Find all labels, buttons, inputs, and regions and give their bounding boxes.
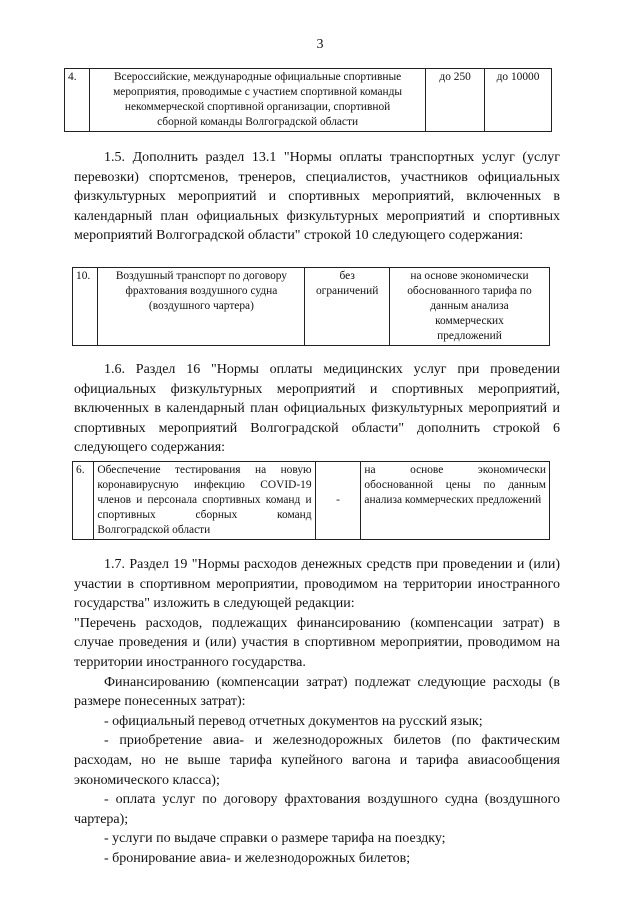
cell-line: без [339,270,355,282]
paragraph-1-6: 1.6. Раздел 16 "Нормы оплаты медицинских услуг при проведении официальных физкультурных мероприятий и спортивных мероприятий, включенных в календарный план официальных физкультурных мероприятий и спортивных мероприятий Волгоградской области" дополнить строкой 6 следующего содержания: [74,362,560,456]
cell-service: Обеспечение тестирования на новую коронавирусную инфекцию COVID-19 членов и персонала спортивных команд и спортивных сборных команд Волгоградской области [94,462,315,540]
list-item: - услуги по выдаче справки о размере тарифа на поездку; [104,831,446,847]
table-row [73,462,550,540]
cell-number: 6. [73,462,94,540]
paragraph-list-title: "Перечень расходов, подлежащих финансированию (компенсации затрат) в случае проведения и (или) участия в спортивном мероприятии, проводимом на территории иностранного государства. [74,615,560,670]
cell-event-type [89,69,425,132]
cell-number: 10. [73,268,98,346]
list-item: - бронирование авиа- и железнодорожных билетов; [104,850,411,866]
cell-tariff-basis [389,268,549,346]
paragraph-1-5: 1.5. Дополнить раздел 13.1 "Нормы оплаты транспортных услуг (услуг перевозки) спортсменов, тренеров, специалистов, участников официальных физкультурных мероприятий и спортивных мероприятий, включенных в календарный план официальных физкультурных мероприятий и спортивных мероприятий Волгоградской области" строкой 10 следующего содержания: [74,150,560,244]
cell-limit [305,268,390,346]
cell-transport-type [98,268,305,346]
list-item: - оплата услуг по договору фрахтования воздушного судна (воздушного чартера); [74,792,560,827]
cell-line: Всероссийские, международные официальные спортивные [113,71,402,83]
section-1-5 [74,148,560,246]
cell-line: предложений [437,330,502,342]
list-item: - официальный перевод отчетных документов на русский язык; [104,713,483,729]
cell-line: ограничений [315,285,379,297]
table-row [65,69,552,132]
page-number: 3 [316,37,324,52]
cell-line: фрахтования воздушного судна [125,285,278,297]
cell-line: на основе экономически [410,270,529,282]
section-1-7 [74,555,560,869]
cell-line: данным анализа [430,300,509,312]
table-row-4 [64,68,552,132]
table-row-10 [72,267,550,346]
section-1-6 [74,360,560,458]
cell-amount: до 10000 [485,69,552,132]
cell-participants: до 250 [426,69,485,132]
cell-line: мероприятия, проводимые с участием спортивной команды [113,86,403,98]
cell-line: коммерческих [435,315,504,327]
cell-line: некоммерческой спортивной организации, спортивной [124,101,391,113]
list-item: - приобретение авиа- и железнодорожных билетов (по фактическим расходам, но не выше тарифа купейного вагона и тарифа авиасообщения экономического класса); [74,733,560,788]
paragraph-financing: Финансированию (компенсации затрат) подлежат следующие расходы (в размере понесенных затрат): [74,674,560,710]
paragraph-1-7: 1.7. Раздел 19 "Нормы расходов денежных средств при проведении и (или) участии в спортивном мероприятии, проводимом на территории иностранного государства" изложить в следующей редакции: [74,557,560,612]
cell-line: Воздушный транспорт по договору [115,270,287,282]
cell-line: обоснованного тарифа по [407,285,532,297]
cell-line: сборной команды Волгоградской области [157,116,359,128]
cell-price-basis: на основе экономически обоснованной цены по данным анализа коммерческих предложений [361,462,550,540]
table-row-6 [72,461,550,540]
cell-limit: - [315,462,361,540]
table-row [73,268,550,346]
cell-number: 4. [65,69,90,132]
cell-line: (воздушного чартера) [148,300,254,312]
